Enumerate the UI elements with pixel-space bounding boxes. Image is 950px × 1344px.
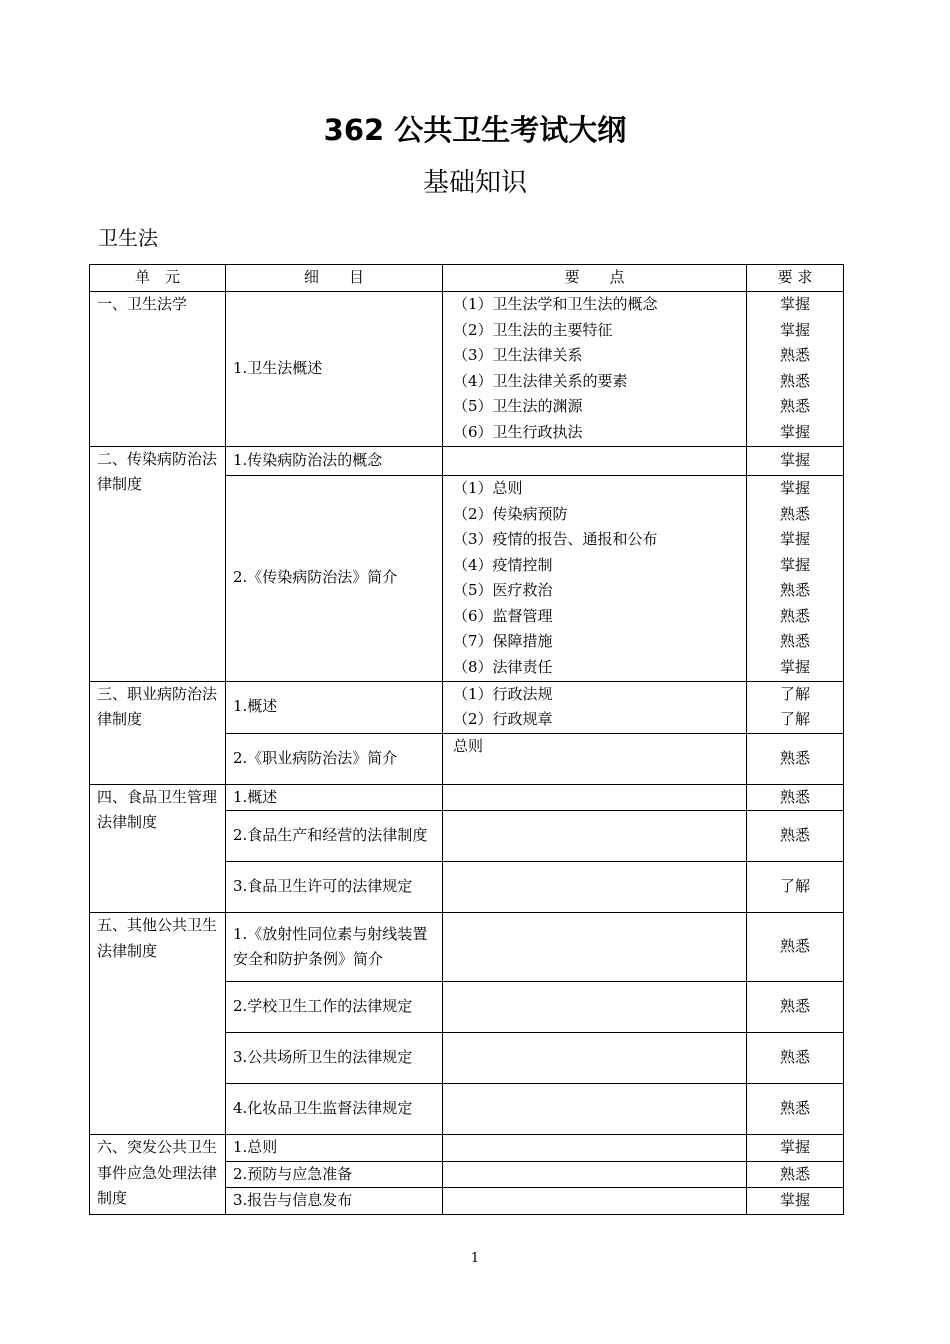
points-cell xyxy=(443,1161,747,1188)
requirement-level: 了解 xyxy=(779,877,810,896)
requirement-cell xyxy=(747,1135,844,1162)
points-cell xyxy=(443,681,747,733)
requirement-level: 掌握 xyxy=(779,320,810,339)
points-cell xyxy=(443,1188,747,1215)
points-cell xyxy=(443,1084,747,1135)
points-cell xyxy=(443,1135,747,1162)
requirement-cell xyxy=(747,1161,844,1188)
detail-cell: 1.《放射性同位素与射线装置安全和防护条例》简介 xyxy=(226,913,443,982)
requirement-level: 掌握 xyxy=(779,1138,810,1156)
detail-cell: 3.公共场所卫生的法律规定 xyxy=(226,1033,443,1084)
unit-cell: 四、食品卫生管理法律制度 xyxy=(90,784,226,913)
requirement-level: 掌握 xyxy=(779,1191,810,1209)
detail-cell: 1.传染病防治法的概念 xyxy=(226,446,443,475)
point-item: （5）医疗救治 xyxy=(453,581,553,599)
document-subtitle: 基础知识 xyxy=(422,168,527,198)
requirement-cell xyxy=(747,784,844,811)
requirement-level: 熟悉 xyxy=(779,371,810,390)
requirement-level: 熟悉 xyxy=(779,632,810,650)
section-heading: 卫生法 xyxy=(98,226,158,250)
table-row xyxy=(90,446,844,475)
unit-cell: 六、突发公共卫生事件应急处理法律制度 xyxy=(90,1135,226,1215)
point-item: （2）传染病预防 xyxy=(453,504,568,523)
requirement-level: 掌握 xyxy=(779,295,810,313)
detail-cell: 2.学校卫生工作的法律规定 xyxy=(226,982,443,1033)
requirement-level: 熟悉 xyxy=(779,937,810,956)
requirement-level: 熟悉 xyxy=(779,1099,810,1118)
requirement-level: 熟悉 xyxy=(779,504,810,523)
points-cell xyxy=(443,733,747,784)
points-cell xyxy=(443,862,747,913)
point-item: （1）卫生法学和卫生法的概念 xyxy=(453,295,658,313)
unit-cell: 一、卫生法学 xyxy=(90,291,226,446)
requirement-level: 熟悉 xyxy=(779,826,810,845)
table-row xyxy=(90,1135,844,1162)
requirement-level: 熟悉 xyxy=(779,346,810,364)
point-item: （3）疫情的报告、通报和公布 xyxy=(453,530,658,548)
table-row xyxy=(90,913,844,982)
requirement-level: 了解 xyxy=(779,710,810,728)
detail-cell: 2.食品生产和经营的法律制度 xyxy=(226,811,443,862)
points-cell xyxy=(443,446,747,475)
requirement-cell xyxy=(747,681,844,733)
detail-cell: 1.卫生法概述 xyxy=(226,291,443,446)
points-cell xyxy=(443,1033,747,1084)
point-item: （4）疫情控制 xyxy=(453,555,553,574)
point-item: （8）法律责任 xyxy=(453,657,553,676)
requirement-level: 掌握 xyxy=(779,530,810,548)
requirement-level: 了解 xyxy=(779,684,810,703)
points-cell xyxy=(443,784,747,811)
detail-cell: 1.概述 xyxy=(226,784,443,811)
detail-cell: 3.食品卫生许可的法律规定 xyxy=(226,862,443,913)
requirement-cell xyxy=(747,1084,844,1135)
syllabus-table xyxy=(89,264,844,1215)
point-item: （2）行政规章 xyxy=(453,710,553,728)
detail-cell: 2.《职业病防治法》简介 xyxy=(226,733,443,784)
unit-cell: 五、其他公共卫生法律制度 xyxy=(90,913,226,1135)
requirement-cell xyxy=(747,475,844,681)
header-unit: 单 元 xyxy=(90,265,226,292)
requirement-level: 掌握 xyxy=(779,422,810,441)
point-item: （5）卫生法的渊源 xyxy=(453,397,583,415)
unit-cell: 二、传染病防治法律制度 xyxy=(90,446,226,681)
requirement-cell xyxy=(747,1188,844,1215)
table-row xyxy=(90,681,844,733)
point-item: （4）卫生法律关系的要素 xyxy=(453,371,628,390)
requirement-level: 掌握 xyxy=(779,657,810,676)
point-item: （6）卫生行政执法 xyxy=(453,422,583,441)
requirement-level: 熟悉 xyxy=(779,1048,810,1067)
points-cell xyxy=(443,291,747,446)
requirement-level: 熟悉 xyxy=(779,748,810,767)
detail-cell: 4.化妆品卫生监督法律规定 xyxy=(226,1084,443,1135)
unit-cell: 三、职业病防治法律制度 xyxy=(90,681,226,784)
points-cell xyxy=(443,811,747,862)
point-item: 总则 xyxy=(453,736,484,755)
requirement-level: 熟悉 xyxy=(779,397,810,415)
point-item: （3）卫生法律关系 xyxy=(453,346,583,364)
point-item: （6）监督管理 xyxy=(453,606,553,625)
requirement-level: 掌握 xyxy=(779,555,810,574)
detail-cell: 3.报告与信息发布 xyxy=(226,1188,443,1215)
points-cell xyxy=(443,982,747,1033)
points-cell xyxy=(443,475,747,681)
requirement-cell xyxy=(747,1033,844,1084)
requirement-level: 熟悉 xyxy=(779,787,810,806)
requirement-cell xyxy=(747,811,844,862)
requirement-level: 熟悉 xyxy=(779,581,810,599)
header-points: 要 点 xyxy=(443,265,747,292)
requirement-cell xyxy=(747,733,844,784)
requirement-cell xyxy=(747,446,844,475)
header-detail: 细 目 xyxy=(226,265,443,292)
requirement-level: 熟悉 xyxy=(779,606,810,625)
point-item: （1）行政法规 xyxy=(453,684,553,703)
points-cell xyxy=(443,913,747,982)
detail-cell: 1.总则 xyxy=(226,1135,443,1162)
detail-cell: 2.《传染病防治法》简介 xyxy=(226,475,443,681)
header-requirement: 要 求 xyxy=(747,265,844,292)
point-item: （1）总则 xyxy=(453,479,523,497)
requirement-level: 熟悉 xyxy=(779,997,810,1016)
requirement-cell xyxy=(747,913,844,982)
requirement-cell xyxy=(747,291,844,446)
detail-cell: 1.概述 xyxy=(226,681,443,733)
detail-cell: 2.预防与应急准备 xyxy=(226,1161,443,1188)
requirement-level: 掌握 xyxy=(779,450,810,469)
table-row xyxy=(90,291,844,446)
requirement-cell xyxy=(747,982,844,1033)
table-row xyxy=(90,784,844,811)
document-title: 362 公共卫生考试大纲 xyxy=(323,113,627,147)
point-item: （2）卫生法的主要特征 xyxy=(453,320,613,339)
table-header-row xyxy=(90,265,844,292)
requirement-level: 掌握 xyxy=(779,479,810,497)
requirement-level: 熟悉 xyxy=(779,1164,810,1183)
point-item: （7）保障措施 xyxy=(453,632,553,650)
requirement-cell xyxy=(747,862,844,913)
page-number: 1 xyxy=(470,1251,480,1266)
